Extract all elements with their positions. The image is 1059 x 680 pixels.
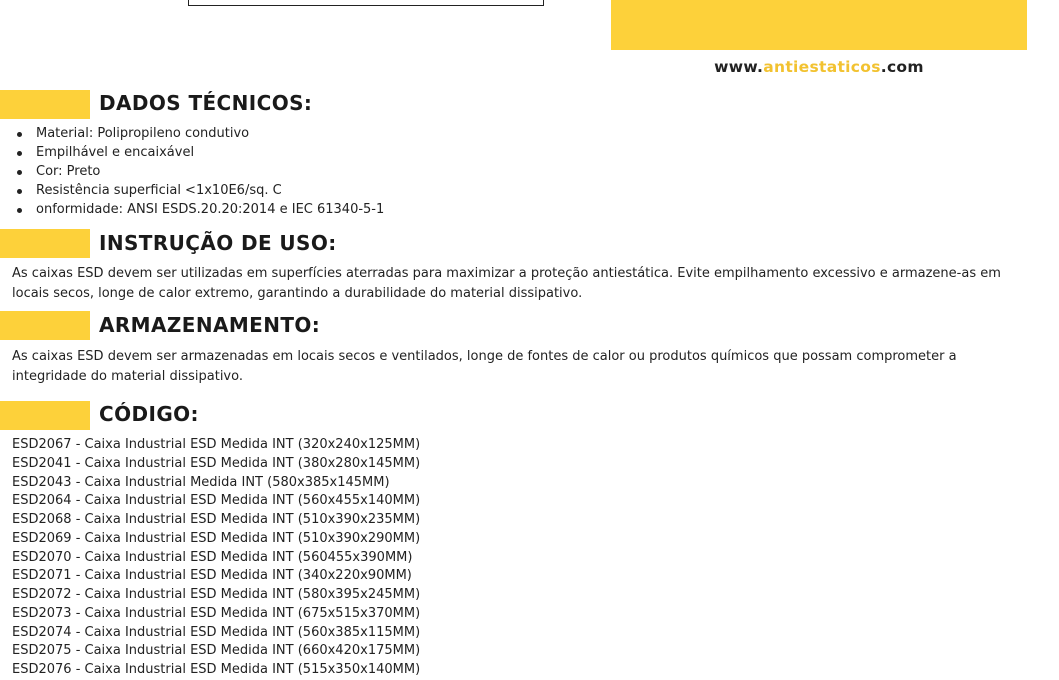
code-item: ESD2067 - Caixa Industrial ESD Medida INT (320x240x125MM) [12, 437, 421, 452]
list-item: Resistência superficial <1x10E6/sq. C [0, 181, 384, 200]
code-item: ESD2071 - Caixa Industrial ESD Medida INT (340x220x90MM) [12, 568, 412, 584]
storage-paragraph: As caixas ESD devem ser armazenadas em locais secos e ventilados, longe de fontes de calor ou produtos químicos que possam comprometer a integridade do material dissipativo. [12, 349, 957, 384]
header-frame [188, 0, 544, 6]
section-title-codes: CÓDIGO: [99, 402, 199, 426]
code-item: ESD2064 - Caixa Industrial ESD Medida INT (560x455x140MM) [12, 493, 421, 509]
code-item: ESD2073 - Caixa Industrial ESD Medida INT (675x515x370MM) [12, 605, 421, 621]
list-item: Cor: Preto [0, 162, 384, 181]
section-marker-technical [0, 90, 90, 119]
section-marker-usage [0, 229, 90, 258]
section-title-usage: INSTRUÇÃO DE USO: [99, 231, 337, 255]
codes-list [12, 436, 420, 680]
section-title-technical: DADOS TÉCNICOS: [99, 91, 313, 115]
website-prefix: www. [714, 58, 764, 76]
section-marker-storage [0, 311, 90, 340]
code-item: ESD2041 - Caixa Industrial ESD Medida INT (380x280x145MM) [12, 455, 421, 471]
code-item: ESD2076 - Caixa Industrial ESD Medida INT (515x350x140MM) [12, 662, 421, 677]
code-item: ESD2075 - Caixa Industrial ESD Medida INT (660x420x175MM) [12, 643, 421, 659]
list-item: Material: Polipropileno condutivo [0, 124, 384, 143]
list-item: onformidade: ANSI ESDS.20.20:2014 e IEC 61340-5-1 [0, 200, 384, 219]
website-suffix: .com [880, 58, 924, 76]
technical-list [0, 124, 384, 219]
usage-paragraph: As caixas ESD devem ser utilizadas em superfícies aterradas para maximizar a proteção antiestática. Evite empilhamento excessivo e armazene-as em locais secos, longe de calor extremo, garantindo a durabilidade do material dissipativo. [12, 266, 1001, 301]
section-title-storage: ARMAZENAMENTO: [99, 313, 321, 337]
code-item: ESD2068 - Caixa Industrial ESD Medida INT (510x390x235MM) [12, 512, 421, 527]
code-item: ESD2074 - Caixa Industrial ESD Medida INT (560x385x115MM) [12, 624, 421, 640]
code-item: ESD2072 - Caixa Industrial ESD Medida INT (580x395x245MM) [12, 587, 421, 602]
list-item: Empilhável e encaixável [0, 143, 384, 162]
website-brand: antiestaticos [763, 58, 881, 76]
code-item: ESD2070 - Caixa Industrial ESD Medida INT (560455x390MM) [12, 549, 413, 565]
code-item: ESD2043 - Caixa Industrial Medida INT (580x385x145MM) [12, 474, 390, 490]
header-banner [611, 0, 1027, 50]
code-item: ESD2069 - Caixa Industrial ESD Medida INT (510x390x290MM) [12, 530, 421, 546]
section-marker-codes [0, 401, 90, 430]
website-url[interactable] [611, 58, 1027, 76]
